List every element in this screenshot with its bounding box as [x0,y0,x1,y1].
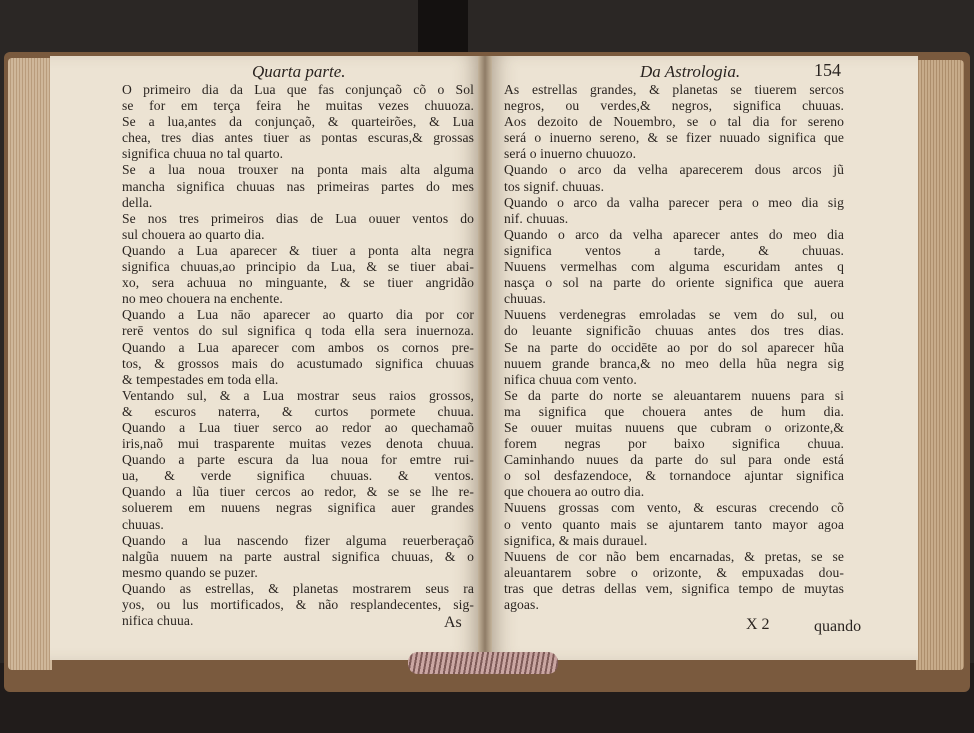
text-line: nif. chuuas. [504,210,569,226]
text-line: será o inuerno chuuozo. [504,146,637,162]
text-line: Quando o arco da velha aparecer antes do meo dia [504,226,844,242]
text-line: significa chuuas,ao principio da Lua, & se tiuer abai- [122,259,474,275]
text-line: & tempestades em toda ella. [122,371,279,387]
text-line: Nuuens de cor não bem encarnadas, & pretas, se se [504,548,844,564]
text-line: Se ouuer muitas nuuens que cubram o orizonte,& [504,419,844,435]
text-line: della. [122,194,153,210]
text-line: ma significa que chouera antes de hum dia. [504,403,844,419]
text-line: Quando a parte escura da lua noua for emtre rui- [122,452,474,468]
right-catchword: quando [814,618,862,635]
text-line: que chouera ao outro dia. [504,484,645,500]
text-line: forem negras por baixo significa chuua. [504,436,844,452]
text-line: chea, tres dias antes tiuer as pontas escuras,& grossas [122,130,474,146]
text-line: Se na parte do occidēte ao por do sol aparecer hũa [504,339,844,355]
text-line: sul chouera ao quarto dia. [122,226,265,242]
text-line: será o inuerno sereno, & se fizer nuuado significa que [504,130,844,146]
signature-mark: X 2 [746,616,770,633]
page-number: 154 [814,60,841,80]
left-catchword: As [444,614,462,631]
text-line: O primeiro dia da Lua que fas conjunçaõ cõ o Sol [122,82,474,97]
text-line: agoas. [504,597,539,612]
text-line: soluerem em nuuens negras significa auer grandes [122,500,474,516]
text-line: As estrellas grandes, & planetas se tiuerem sercos [504,82,844,97]
gutter [478,56,492,660]
text-line: mesmo quando se puzer. [122,564,258,580]
text-line: ua, & verde significa chuuas. & ventos. [122,468,474,484]
text-line: tos signif. chuuas. [504,178,605,194]
text-line: aleuantarem sobre o orizonte, & empuxadas dou- [504,564,844,580]
text-line: negros, ou verdes,& negros, significa chuuas. [504,98,844,114]
text-line: nifica chuua. [122,613,194,629]
text-line: chuuas. [122,516,164,532]
text-line: significa chuua no tal quarto. [122,146,284,162]
text-line: nifica chuua com vento. [504,371,637,387]
text-line: tos, & grossos mais do acustumado significa chuuas [122,355,474,371]
text-line: Quando a lua nascendo fizer alguma reuerberaçaõ [122,532,474,548]
text-line: no meo chouera na enchente. [122,291,283,307]
text-line: mancha significa chuuas nas primeiras partes do mes [122,178,474,194]
left-running-head: Quarta parte. [252,62,346,81]
text-line: significa, & mais durauel. [504,532,648,548]
text-line: yos, ou lus mortificados, & não resplandecentes, sig- [122,597,474,612]
text-line: Nuuens vermelhas com alguma escuridam antes q [504,259,844,275]
text-line: Quando as estrellas, & planetas mostrarem seus ra [122,580,474,596]
text-line: Quando a Lua aparecer & tiuer a ponta alta negra [122,242,474,258]
text-line: Ventando sul, & a Lua mostrar seus raios grossos, [122,387,474,403]
left-body-text [122,82,474,629]
text-line: se for em terça feira he muitas vezes chuuoza. [122,98,474,114]
headband [408,652,558,674]
page-edges-right [916,60,964,670]
text-line: chuuas. [504,291,546,307]
text-line: Quando a Lua nāo aparecer ao quarto dia por cor [122,307,474,323]
text-line: Se a lua noua trouxer na ponta mais alta alguma [122,162,474,178]
text-line: do leuante significão chuuas antes dos tres dias. [504,323,844,339]
text-line: Se da parte do norte se aleuantarem nuuens para si [504,387,844,403]
text-line: Quando a Lua aparecer com ambos os cornos pre- [122,339,474,355]
text-line: xo, sera achuua no minguante, & se tiuer angridão [122,275,474,291]
text-line: Nuuens grossas com vento, & escuras crecendo cõ [504,500,844,516]
page-edges-left [8,58,52,670]
text-line: o sol desfazendoce, & tornandoce ajuntar significa [504,468,844,484]
right-running-head: Da Astrologia. [640,62,741,81]
text-line: Se nos tres primeiros dias de Lua ouuer ventos do [122,210,474,226]
right-body-text [504,82,844,613]
text-line: Nuuens verdenegras emroladas se vem do sul, ou [504,307,844,323]
text-line: & escuros naterra, & curtos pormete chuua. [122,403,474,419]
text-line: Quando a Lua tiuer serco ao redor ao quechamaõ [122,419,474,435]
text-line: nuuem grande branca,& no meo della hũa negra sig [504,355,844,371]
text-line: Quando o arco da valha parecer pera o meo dia sig [504,194,844,210]
text-line: significa ventos a tarde, & chuuas. [504,242,844,258]
text-line: Aos dezoito de Nouembro, se o tal dia for sereno [504,114,844,130]
text-line: nasça o sol na parte do oriente significa que auera [504,275,844,291]
spine-gap [418,0,468,56]
text-line: Quando o arco da velha aparecerem dous arcos jũ [504,162,844,178]
text-line: iris,naõ mui trasparente muitas vezes denota chuua. [122,436,474,452]
text-line: Quando a lũa tiuer cercos ao redor, & se se lhe re- [122,484,474,500]
text-line: Se a lua,antes da conjunçaõ, & quarteirões, & Lua [122,114,474,130]
text-line: Caminhando nuues da parte do sul para onde está [504,452,844,468]
text-line: nalgũa nuuem na parte austral significa chuuas, & o [122,548,474,564]
text-line: tras que detras dellas vem, significa tempo de muytas [504,580,844,596]
text-line: o vento quanto mais se ajuntarem tanto mayor agoa [504,516,844,532]
text-line: rerē ventos do sul significa q toda ella sera inuernoza. [122,323,474,339]
